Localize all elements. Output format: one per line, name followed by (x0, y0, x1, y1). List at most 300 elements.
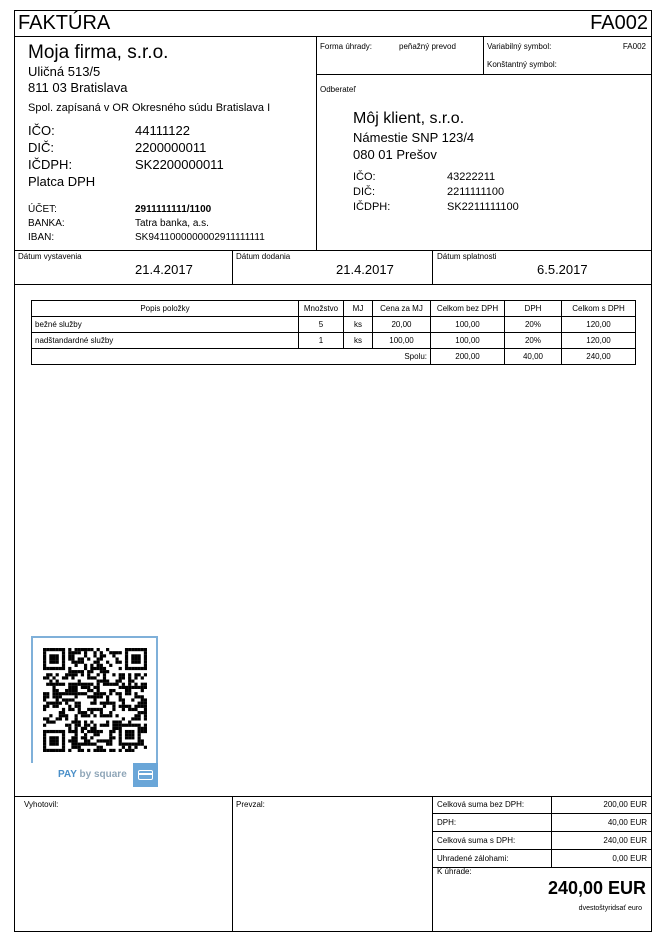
qr-module (52, 736, 55, 739)
to-pay-label: K úhrade: (437, 867, 472, 876)
due-date: 6.5.2017 (537, 262, 588, 277)
qr-module (125, 730, 128, 733)
supplier-account: 2911111111/1100 (135, 204, 212, 215)
qr-module (59, 717, 62, 720)
qr-module (109, 651, 112, 654)
qr-module (141, 686, 144, 689)
qr-module (62, 648, 65, 651)
qr-module (46, 730, 49, 733)
qr-module (49, 743, 52, 746)
qr-module (59, 683, 62, 686)
qr-module (52, 705, 55, 708)
qr-module (78, 651, 81, 654)
qr-module (46, 749, 49, 752)
column-header: Celkom bez DPH (431, 301, 505, 317)
qr-module (109, 736, 112, 739)
qr-module (125, 651, 128, 654)
qr-module (119, 727, 122, 730)
qr-module (49, 648, 52, 651)
qr-module (81, 711, 84, 714)
supplier-icdph-label: IČDPH: (28, 157, 73, 172)
qr-module (106, 670, 109, 673)
qr-module (97, 695, 100, 698)
qr-module (128, 705, 131, 708)
qr-module (119, 695, 122, 698)
qr-module (103, 683, 106, 686)
qr-module (93, 749, 96, 752)
qr-module (93, 727, 96, 730)
qr-module (52, 749, 55, 752)
qr-module (59, 692, 62, 695)
qr-module (75, 692, 78, 695)
supplier-ico: 44111122 (135, 123, 190, 138)
qr-module (138, 648, 141, 651)
qr-module (65, 673, 68, 676)
qr-module (93, 654, 96, 657)
column-header: DPH (505, 301, 562, 317)
qr-module (131, 749, 134, 752)
supplier-name: Moja firma, s.r.o. (28, 42, 169, 63)
qr-module (134, 692, 137, 695)
qr-module (78, 746, 81, 749)
qr-module (75, 661, 78, 664)
qr-module (115, 720, 118, 723)
sum-gross: 240,00 EUR (551, 832, 651, 850)
qr-module (90, 711, 93, 714)
qr-module (115, 651, 118, 654)
qr-module (106, 743, 109, 746)
divider (316, 36, 317, 250)
qr-module (56, 695, 59, 698)
constant-symbol-label: Konštantný symbol: (487, 60, 557, 69)
qr-module (141, 743, 144, 746)
qr-module (103, 680, 106, 683)
qr-module (68, 670, 71, 673)
qr-module (141, 739, 144, 742)
qr-module (49, 654, 52, 657)
qr-module (134, 724, 137, 727)
qr-module (141, 689, 144, 692)
item-unit: ks (344, 317, 373, 333)
qr-module (84, 727, 87, 730)
qr-module (68, 698, 71, 701)
qr-module (138, 673, 141, 676)
qr-module (90, 743, 93, 746)
items-table (31, 300, 636, 365)
qr-module (90, 670, 93, 673)
qr-module (97, 749, 100, 752)
qr-module (122, 724, 125, 727)
qr-module (100, 657, 103, 660)
qr-module (65, 714, 68, 717)
qr-module (56, 705, 59, 708)
column-header: Popis položky (32, 301, 299, 317)
qr-module (78, 724, 81, 727)
qr-module (144, 657, 147, 660)
qr-module (138, 717, 141, 720)
qr-module (75, 717, 78, 720)
qr-module (112, 730, 115, 733)
qr-module (97, 648, 100, 651)
qr-module (78, 661, 81, 664)
item-net: 100,00 (431, 317, 505, 333)
qr-module (144, 714, 147, 717)
customer-ico-label: IČO: (353, 171, 376, 183)
qr-module (144, 661, 147, 664)
qr-module (119, 676, 122, 679)
qr-module (144, 708, 147, 711)
qr-module (43, 724, 46, 727)
qr-module (131, 654, 134, 657)
qr-module (128, 680, 131, 683)
qr-module (71, 686, 74, 689)
qr-module (106, 702, 109, 705)
qr-module (46, 695, 49, 698)
qr-module (68, 708, 71, 711)
qr-module (131, 680, 134, 683)
qr-module (75, 730, 78, 733)
qr-module (115, 692, 118, 695)
qr-module (103, 749, 106, 752)
qr-module (109, 689, 112, 692)
qr-code (43, 648, 147, 752)
qr-module (43, 730, 46, 733)
qr-module (109, 683, 112, 686)
qr-module (122, 705, 125, 708)
qr-module (46, 705, 49, 708)
qr-module (56, 654, 59, 657)
issue-date: 21.4.2017 (135, 262, 193, 277)
qr-module (109, 714, 112, 717)
qr-module (43, 654, 46, 657)
qr-module (75, 673, 78, 676)
qr-module (75, 727, 78, 730)
item-quantity: 1 (299, 333, 344, 349)
qr-module (68, 739, 71, 742)
qr-module (112, 683, 115, 686)
qr-module (144, 654, 147, 657)
qr-module (75, 648, 78, 651)
qr-module (59, 695, 62, 698)
qr-module (141, 698, 144, 701)
qr-module (81, 730, 84, 733)
qr-module (43, 676, 46, 679)
qr-module (62, 733, 65, 736)
qr-module (49, 667, 52, 670)
qr-module (144, 673, 147, 676)
qr-module (112, 651, 115, 654)
qr-module (109, 702, 112, 705)
qr-module (78, 657, 81, 660)
qr-module (119, 661, 122, 664)
qr-module (62, 711, 65, 714)
divider (14, 36, 652, 37)
qr-module (75, 683, 78, 686)
qr-module (138, 733, 141, 736)
qr-module (97, 730, 100, 733)
qr-module (97, 686, 100, 689)
qr-module (62, 739, 65, 742)
qr-module (87, 730, 90, 733)
qr-module (100, 692, 103, 695)
qr-module (68, 692, 71, 695)
qr-module (103, 714, 106, 717)
qr-module (128, 673, 131, 676)
qr-module (125, 724, 128, 727)
qr-module (62, 692, 65, 695)
qr-module (52, 661, 55, 664)
qr-module (128, 667, 131, 670)
supplier-dic: 2200000011 (135, 140, 207, 155)
qr-module (112, 749, 115, 752)
qr-module (119, 705, 122, 708)
pay-by-square-logo (58, 769, 127, 780)
qr-module (97, 680, 100, 683)
qr-module (87, 708, 90, 711)
qr-module (90, 720, 93, 723)
qr-module (106, 720, 109, 723)
qr-module (49, 657, 52, 660)
qr-module (81, 727, 84, 730)
qr-module (46, 702, 49, 705)
qr-module (128, 724, 131, 727)
qr-module (93, 702, 96, 705)
qr-module (84, 664, 87, 667)
qr-module (131, 717, 134, 720)
qr-module (109, 664, 112, 667)
qr-module (93, 698, 96, 701)
qr-module (62, 651, 65, 654)
qr-module (49, 661, 52, 664)
qr-module (75, 720, 78, 723)
summary-row (433, 832, 651, 850)
qr-module (52, 683, 55, 686)
variable-symbol: FA002 (622, 42, 646, 51)
qr-module (71, 746, 74, 749)
qr-module (131, 743, 134, 746)
qr-module (90, 667, 93, 670)
qr-module (106, 698, 109, 701)
qr-module (109, 733, 112, 736)
qr-module (128, 736, 131, 739)
qr-module (97, 708, 100, 711)
qr-module (75, 746, 78, 749)
qr-module (75, 670, 78, 673)
qr-module (128, 648, 131, 651)
customer-dic: 2211111100 (447, 186, 505, 198)
issue-date-label: Dátum vystavenia (18, 252, 82, 261)
qr-module (97, 683, 100, 686)
by-square-label: by square (79, 769, 127, 780)
qr-module (56, 749, 59, 752)
qr-module (100, 702, 103, 705)
qr-module (68, 683, 71, 686)
qr-module (75, 686, 78, 689)
item-unit-price: 20,00 (373, 317, 431, 333)
qr-module (90, 730, 93, 733)
advances: 0,00 EUR (551, 850, 651, 868)
sum-net-label: Celková suma bez DPH: (433, 796, 551, 814)
variable-symbol-label: Variabilný symbol: (487, 42, 552, 51)
qr-module (52, 743, 55, 746)
qr-module (100, 714, 103, 717)
qr-module (71, 676, 74, 679)
qr-module (87, 714, 90, 717)
item-gross: 120,00 (562, 317, 636, 333)
qr-module (56, 717, 59, 720)
supplier-dic-label: DIČ: (28, 140, 54, 155)
qr-module (43, 692, 46, 695)
qr-module (97, 661, 100, 664)
customer-dic-label: DIČ: (353, 186, 375, 198)
qr-module (43, 705, 46, 708)
qr-module (138, 686, 141, 689)
qr-module (43, 664, 46, 667)
total-net: 200,00 (431, 349, 505, 365)
qr-module (78, 708, 81, 711)
qr-module (125, 654, 128, 657)
summary-table (433, 796, 651, 868)
sum-net: 200,00 EUR (551, 796, 651, 814)
qr-module (81, 670, 84, 673)
qr-module (100, 749, 103, 752)
qr-module (138, 714, 141, 717)
qr-module (75, 702, 78, 705)
qr-module (49, 749, 52, 752)
qr-module (115, 661, 118, 664)
qr-module (112, 720, 115, 723)
divider (232, 250, 233, 284)
qr-module (106, 661, 109, 664)
qr-module (134, 705, 137, 708)
qr-module (90, 664, 93, 667)
qr-module (81, 692, 84, 695)
qr-module (141, 676, 144, 679)
qr-module (109, 692, 112, 695)
qr-module (138, 654, 141, 657)
qr-module (52, 720, 55, 723)
qr-module (65, 689, 68, 692)
qr-module (87, 724, 90, 727)
qr-module (90, 727, 93, 730)
table-row (32, 333, 636, 349)
qr-module (122, 743, 125, 746)
qr-module (122, 673, 125, 676)
qr-module (81, 661, 84, 664)
qr-module (71, 670, 74, 673)
invoice-frame (14, 10, 652, 932)
qr-module (112, 708, 115, 711)
qr-module (84, 743, 87, 746)
qr-module (87, 739, 90, 742)
qr-module (49, 739, 52, 742)
amount-in-words: dvestoštyridsať euro (578, 905, 642, 912)
qr-module (43, 717, 46, 720)
qr-module (115, 724, 118, 727)
qr-module (78, 670, 81, 673)
qr-module (131, 733, 134, 736)
qr-module (78, 680, 81, 683)
qr-module (68, 727, 71, 730)
supplier-iban-label: IBAN: (28, 232, 55, 243)
qr-module (65, 692, 68, 695)
item-gross: 120,00 (562, 333, 636, 349)
qr-module (106, 683, 109, 686)
qr-module (59, 702, 62, 705)
qr-module (56, 683, 59, 686)
qr-module (144, 717, 147, 720)
qr-module (141, 727, 144, 730)
customer-ico: 43222211 (447, 171, 496, 183)
qr-module (52, 739, 55, 742)
qr-module (43, 657, 46, 660)
qr-module (100, 695, 103, 698)
qr-module (56, 673, 59, 676)
qr-module (125, 648, 128, 651)
customer-street: Námestie SNP 123/4 (353, 130, 475, 145)
qr-module (46, 667, 49, 670)
qr-module (75, 714, 78, 717)
qr-module (43, 743, 46, 746)
qr-module (106, 695, 109, 698)
qr-module (106, 739, 109, 742)
qr-module (134, 743, 137, 746)
pay-by-square-qr (31, 636, 158, 787)
qr-module (75, 739, 78, 742)
customer-icdph-label: IČDPH: (353, 201, 391, 213)
qr-module (128, 686, 131, 689)
qr-module (93, 667, 96, 670)
qr-module (106, 724, 109, 727)
column-header: Množstvo (299, 301, 344, 317)
qr-module (87, 749, 90, 752)
qr-module (65, 724, 68, 727)
qr-module (49, 702, 52, 705)
qr-module (87, 686, 90, 689)
qr-module (134, 714, 137, 717)
qr-module (71, 692, 74, 695)
qr-module (134, 708, 137, 711)
qr-module (100, 711, 103, 714)
qr-module (78, 648, 81, 651)
item-description: nadštandardné služby (32, 333, 299, 349)
qr-module (71, 730, 74, 733)
qr-module (100, 724, 103, 727)
qr-module (125, 689, 128, 692)
qr-module (141, 667, 144, 670)
qr-module (62, 708, 65, 711)
qr-module (71, 673, 74, 676)
qr-module (65, 676, 68, 679)
qr-module (106, 680, 109, 683)
qr-module (68, 657, 71, 660)
qr-module (49, 714, 52, 717)
qr-module (62, 714, 65, 717)
divider (14, 284, 652, 285)
qr-module (128, 683, 131, 686)
qr-module (115, 683, 118, 686)
qr-module (93, 714, 96, 717)
qr-module (90, 736, 93, 739)
qr-module (119, 733, 122, 736)
received-by-label: Prevzal: (236, 800, 265, 809)
qr-module (97, 664, 100, 667)
qr-module (97, 667, 100, 670)
qr-module (122, 676, 125, 679)
qr-module (125, 686, 128, 689)
qr-module (100, 680, 103, 683)
qr-module (109, 749, 112, 752)
